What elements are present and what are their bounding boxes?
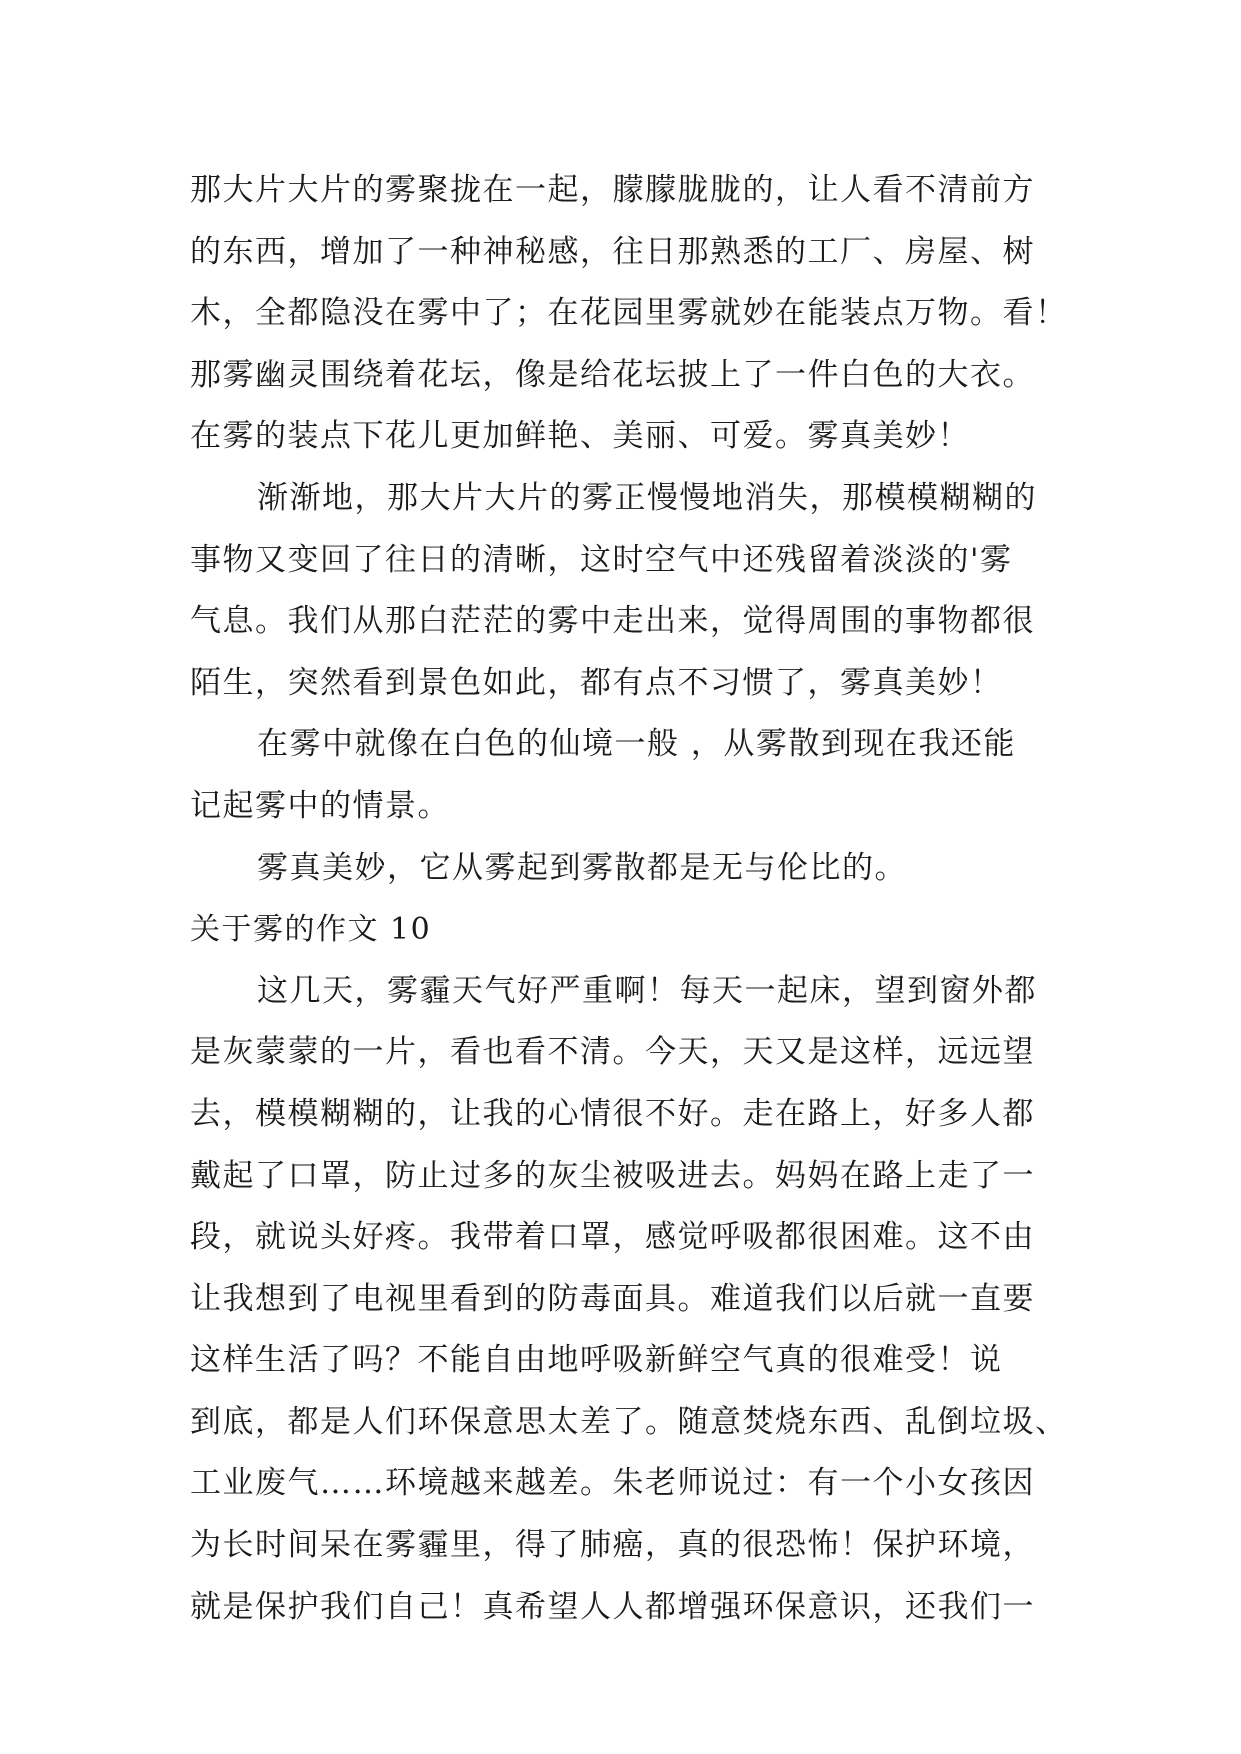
paragraph-line: 让我想到了电视里看到的防毒面具。难道我们以后就一直要 [190,1280,1035,1317]
paragraph-line: 气息。我们从那白茫茫的雾中走出来，觉得周围的事物都很 [190,603,1035,640]
paragraph-line: 去，模模糊糊的，让我的心情很不好。走在路上，好多人都 [190,1095,1035,1132]
paragraph-line: 雾真美妙，它从雾起到雾散都是无与伦比的。 [257,849,907,886]
paragraph-line: 这几天，雾霾天气好严重啊！每天一起床，望到窗外都 [257,972,1037,1009]
paragraph-line: 渐渐地，那大片大片的雾正慢慢地消失，那模模糊糊的 [257,479,1037,516]
paragraph-line: 是灰蒙蒙的一片，看也看不清。今天，天又是这样，远远望 [190,1034,1035,1071]
paragraph-line: 事物又变回了往日的清晰，这时空气中还残留着淡淡的'雾 [190,541,1013,578]
essay-body [190,160,1080,1638]
paragraph-line: 在雾的装点下花儿更加鲜艳、美丽、可爱。雾真美妙！ [190,418,970,455]
paragraph-line: 那大片大片的雾聚拢在一起，朦朦胧胧的，让人看不清前方 [190,172,1035,208]
paragraph-line: 陌生，突然看到景色如此，都有点不习惯了，雾真美妙！ [190,664,1003,701]
paragraph-line: 在雾中就像在白色的仙境一般 ，从雾散到现在我还能 [257,726,1016,763]
paragraph-line: 木，全都隐没在雾中了；在花园里雾就妙在能装点万物。看！ [190,295,1068,332]
paragraph-line: 戴起了口罩，防止过多的灰尘被吸进去。妈妈在路上走了一 [190,1157,1035,1194]
section-heading: 关于雾的作文 10 [190,912,432,948]
paragraph-line: 工业废气……环境越来越差。朱老师说过：有一个小女孩因 [190,1465,1035,1502]
paragraph-line: 到底，都是人们环保意思太差了。随意焚烧东西、乱倒垃圾、 [190,1403,1068,1440]
paragraph-line: 这样生活了吗？不能自由地呼吸新鲜空气真的很难受！说 [190,1342,1003,1379]
paragraph-line: 记起雾中的情景。 [190,787,450,824]
paragraph-line: 段，就说头好疼。我带着口罩，感觉呼吸都很困难。这不由 [190,1219,1035,1256]
paragraph-line: 的东西，增加了一种神秘感，往日那熟悉的工厂、房屋、树 [190,233,1035,270]
paragraph-line: 就是保护我们自己！真希望人人都增强环保意识，还我们一 [190,1588,1035,1625]
paragraph-line: 为长时间呆在雾霾里，得了肺癌，真的很恐怖！保护环境， [190,1527,1035,1564]
paragraph-line: 那雾幽灵围绕着花坛，像是给花坛披上了一件白色的大衣。 [190,356,1035,393]
